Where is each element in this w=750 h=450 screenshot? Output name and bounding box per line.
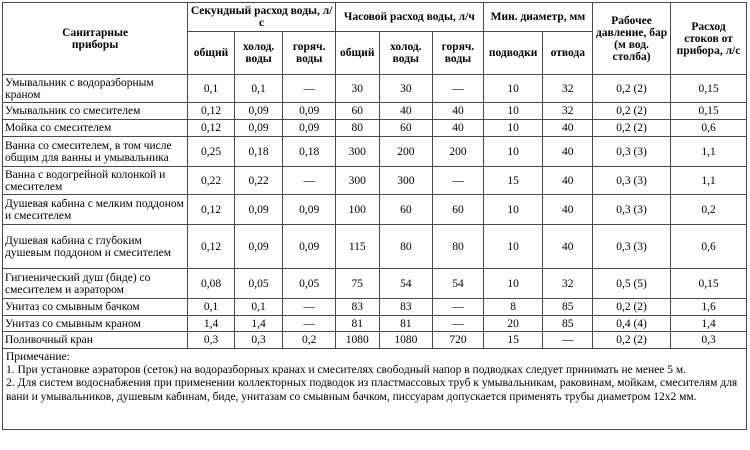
cell-sec-hot: 0,09 — [283, 120, 336, 137]
cell-sec-cold: 0,18 — [234, 137, 283, 167]
cell-drain: 1,1 — [671, 167, 747, 195]
row-name: Мойка со смесителем — [3, 120, 188, 137]
subheader-outlet: отвода — [543, 32, 593, 75]
cell-sec-cold: 0,3 — [234, 332, 283, 349]
cell-sec-cold: 0,22 — [234, 167, 283, 195]
cell-supply: 10 — [483, 195, 543, 225]
cell-hour-total: 83 — [335, 299, 379, 316]
cell-hour-cold: 60 — [379, 195, 433, 225]
note-cell — [3, 349, 747, 430]
cell-sec-total: 0,12 — [188, 225, 235, 269]
cell-hour-hot: — — [433, 75, 484, 103]
table-row — [3, 269, 747, 299]
cell-supply: 20 — [483, 316, 543, 332]
row-name: Ванна с водогрейной колонкой и смесителем — [3, 167, 188, 195]
cell-hour-total: 75 — [335, 269, 379, 299]
cell-outlet: 85 — [543, 316, 593, 332]
cell-hour-total: 80 — [335, 120, 379, 137]
cell-pressure: 0,4 (4) — [593, 316, 671, 332]
cell-outlet: 40 — [543, 137, 593, 167]
cell-drain: 1,1 — [671, 137, 747, 167]
row-name: Умывальник со смесителем — [3, 103, 188, 120]
cell-sec-total: 0,3 — [188, 332, 235, 349]
subheader-hour-hot: горяч. воды — [433, 32, 484, 75]
subheader-hour-total: общий — [335, 32, 379, 75]
row-name: Поливочный кран — [3, 332, 188, 349]
subheader-sec-total: общий — [188, 32, 235, 75]
header-drain: Расход стоков от прибора, л/с — [671, 3, 747, 75]
cell-hour-cold: 54 — [379, 269, 433, 299]
note-row — [3, 349, 747, 430]
cell-sec-cold: 0,09 — [234, 225, 283, 269]
cell-pressure: 0,2 (2) — [593, 103, 671, 120]
cell-drain: 0,15 — [671, 103, 747, 120]
header-hour-flow: Часовой расход воды, л/ч — [335, 3, 483, 32]
cell-hour-total: 81 — [335, 316, 379, 332]
header-min-diam: Мин. диаметр, мм — [483, 3, 592, 32]
cell-sec-total: 0,12 — [188, 103, 235, 120]
cell-outlet: 32 — [543, 269, 593, 299]
cell-sec-hot: — — [283, 75, 336, 103]
table-row — [3, 299, 747, 316]
cell-hour-hot: 40 — [433, 120, 484, 137]
table-row — [3, 167, 747, 195]
cell-hour-total: 115 — [335, 225, 379, 269]
cell-hour-cold: 80 — [379, 225, 433, 269]
cell-drain: 0,15 — [671, 269, 747, 299]
cell-hour-cold: 40 — [379, 103, 433, 120]
table-row — [3, 75, 747, 103]
cell-supply: 15 — [483, 332, 543, 349]
cell-sec-cold: 0,1 — [234, 299, 283, 316]
cell-supply: 10 — [483, 75, 543, 103]
cell-sec-hot: 0,09 — [283, 195, 336, 225]
table-body — [3, 75, 747, 430]
cell-drain: 0,6 — [671, 120, 747, 137]
cell-hour-cold: 300 — [379, 167, 433, 195]
cell-hour-hot: 54 — [433, 269, 484, 299]
cell-outlet: 85 — [543, 299, 593, 316]
cell-outlet: — — [543, 332, 593, 349]
cell-hour-cold: 81 — [379, 316, 433, 332]
cell-drain: 1,4 — [671, 316, 747, 332]
row-name: Гигиенический душ (биде) со смесителем и аэратором — [3, 269, 188, 299]
cell-pressure: 0,2 (2) — [593, 332, 671, 349]
cell-sec-cold: 0,1 — [234, 75, 283, 103]
subheader-sec-cold: холод. воды — [234, 32, 283, 75]
cell-hour-hot: — — [433, 167, 484, 195]
row-name: Умывальник с водоразборным краном — [3, 75, 188, 103]
cell-pressure: 0,2 (2) — [593, 120, 671, 137]
cell-sec-cold: 0,09 — [234, 195, 283, 225]
table-row — [3, 316, 747, 332]
cell-supply: 10 — [483, 269, 543, 299]
note-item: 2. Для систем водоснабжения при применении коллекторных подводок из пластмассовых труб к умывальникам, раковинам, мойкам, смесителям для вани и умывальников, душевым кабинам, биде, унитазам со смывным бачком, писсуарам допускается применять трубы диаметром 12x2 мм. — [6, 377, 738, 403]
subheader-supply: подводки — [483, 32, 543, 75]
cell-sec-hot: 0,05 — [283, 269, 336, 299]
table-row — [3, 137, 747, 167]
cell-pressure: 0,3 (3) — [593, 137, 671, 167]
cell-supply: 10 — [483, 103, 543, 120]
header-sec-flow: Секундный расход воды, л/с — [188, 3, 336, 32]
cell-outlet: 40 — [543, 195, 593, 225]
cell-outlet: 32 — [543, 75, 593, 103]
cell-hour-cold: 30 — [379, 75, 433, 103]
cell-drain: 0,15 — [671, 75, 747, 103]
cell-sec-cold: 0,05 — [234, 269, 283, 299]
cell-pressure: 0,3 (3) — [593, 195, 671, 225]
note-item: 1. При установке аэраторов (сеток) на водоразборных кранах и смесителях свободный напор в подводках следует принимать не менее 5 м. — [6, 364, 687, 377]
table-row — [3, 332, 747, 349]
cell-outlet: 40 — [543, 225, 593, 269]
cell-hour-hot: 720 — [433, 332, 484, 349]
cell-sec-total: 0,1 — [188, 299, 235, 316]
cell-sec-total: 0,08 — [188, 269, 235, 299]
cell-hour-total: 60 — [335, 103, 379, 120]
cell-sec-hot: 0,09 — [283, 103, 336, 120]
cell-hour-total: 300 — [335, 167, 379, 195]
table-row — [3, 103, 747, 120]
cell-supply: 10 — [483, 225, 543, 269]
cell-pressure: 0,2 (2) — [593, 75, 671, 103]
cell-outlet: 40 — [543, 120, 593, 137]
cell-drain: 0,3 — [671, 332, 747, 349]
cell-sec-total: 0,25 — [188, 137, 235, 167]
note-title: Примечание: — [6, 351, 70, 363]
cell-pressure: 0,3 (3) — [593, 167, 671, 195]
cell-drain: 0,2 — [671, 195, 747, 225]
cell-sec-cold: 0,09 — [234, 103, 283, 120]
cell-outlet: 32 — [543, 103, 593, 120]
subheader-sec-hot: горяч. воды — [283, 32, 336, 75]
subheader-hour-cold: холод. воды — [379, 32, 433, 75]
row-name: Душевая кабина с глубоким душевым поддоном и смесителем — [3, 225, 188, 269]
cell-hour-total: 100 — [335, 195, 379, 225]
cell-sec-total: 0,22 — [188, 167, 235, 195]
table-row — [3, 225, 747, 269]
cell-sec-hot: — — [283, 167, 336, 195]
cell-hour-hot: 200 — [433, 137, 484, 167]
cell-sec-hot: 0,09 — [283, 225, 336, 269]
cell-sec-cold: 0,09 — [234, 120, 283, 137]
cell-pressure: 0,5 (5) — [593, 269, 671, 299]
row-name: Ванна со смесителем, в том числе общим для ванны и умывальника — [3, 137, 188, 167]
cell-hour-cold: 1080 — [379, 332, 433, 349]
cell-sec-hot: — — [283, 316, 336, 332]
cell-hour-cold: 83 — [379, 299, 433, 316]
table-row — [3, 120, 747, 137]
header-pressure: Рабочее давление, бар (м вод. столба) — [593, 3, 671, 75]
cell-supply: 10 — [483, 120, 543, 137]
cell-hour-hot: 80 — [433, 225, 484, 269]
cell-sec-total: 1,4 — [188, 316, 235, 332]
cell-hour-hot: 40 — [433, 103, 484, 120]
header-device: Санитарные приборы — [3, 3, 188, 75]
cell-supply: 8 — [483, 299, 543, 316]
table-row — [3, 195, 747, 225]
row-name: Унитаз со смывным краном — [3, 316, 188, 332]
cell-hour-cold: 200 — [379, 137, 433, 167]
cell-supply: 10 — [483, 137, 543, 167]
cell-sec-total: 0,1 — [188, 75, 235, 103]
cell-hour-hot: — — [433, 316, 484, 332]
cell-sec-hot: — — [283, 299, 336, 316]
table-container — [2, 2, 747, 430]
cell-hour-hot: — — [433, 299, 484, 316]
cell-pressure: 0,3 (3) — [593, 225, 671, 269]
cell-sec-total: 0,12 — [188, 195, 235, 225]
row-name: Душевая кабина с мелким поддоном и смесителем — [3, 195, 188, 225]
sanitary-devices-table — [2, 2, 747, 430]
cell-sec-cold: 1,4 — [234, 316, 283, 332]
cell-drain: 1,6 — [671, 299, 747, 316]
cell-sec-hot: 0,2 — [283, 332, 336, 349]
cell-drain: 0,6 — [671, 225, 747, 269]
cell-sec-hot: 0,18 — [283, 137, 336, 167]
cell-supply: 15 — [483, 167, 543, 195]
cell-sec-total: 0,12 — [188, 120, 235, 137]
cell-pressure: 0,2 (2) — [593, 299, 671, 316]
cell-hour-total: 30 — [335, 75, 379, 103]
cell-hour-cold: 60 — [379, 120, 433, 137]
cell-hour-total: 1080 — [335, 332, 379, 349]
cell-hour-total: 300 — [335, 137, 379, 167]
cell-outlet: 40 — [543, 167, 593, 195]
row-name: Унитаз со смывным бачком — [3, 299, 188, 316]
cell-hour-hot: 60 — [433, 195, 484, 225]
